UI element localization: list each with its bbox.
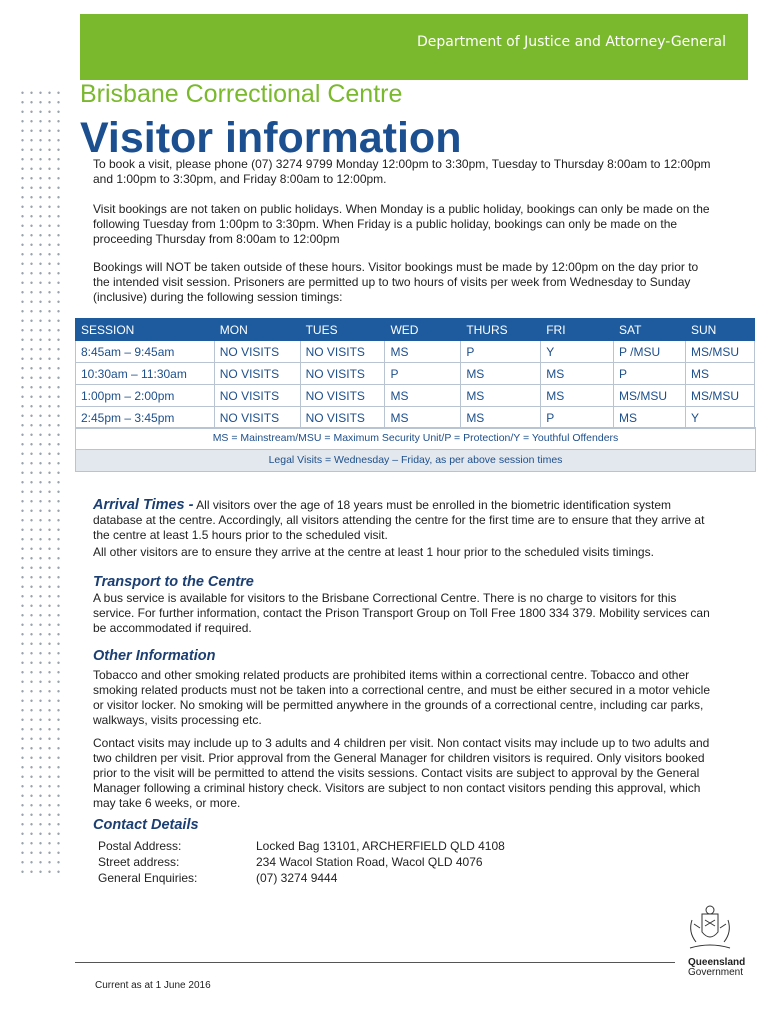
table-cell: 1:00pm – 2:00pm bbox=[76, 385, 215, 407]
other-info-paragraph-2: Contact visits may include up to 3 adults and 4 children per visit. Non contact visits may include up to two adults and two children per visit. Prior approval from the General Manager for children visitors is required. Only visitors booked prior to the visit will be permitted to attend the visits sessions. Contact visits are subject to approval by the General Manager following a criminal history check. Visitors are subject to non contact visitors pending this approval, which may take 6 weeks, or more. bbox=[93, 736, 710, 810]
contact-row bbox=[98, 854, 505, 870]
contact-value: Locked Bag 13101, ARCHERFIELD QLD 4108 bbox=[256, 839, 505, 853]
header-cell: MON bbox=[214, 319, 300, 341]
dot-pattern bbox=[18, 88, 62, 878]
intro-paragraph-1: To book a visit, please phone (07) 3274 9799 Monday 12:00pm to 3:30pm, Tuesday to Thursday 8:00am to 12:00pm and 1:00pm to 3:30pm, and Friday 8:00am to 12:00pm. bbox=[93, 157, 711, 186]
table-cell: MS bbox=[614, 407, 686, 429]
header-cell: WED bbox=[385, 319, 461, 341]
table-cell: NO VISITS bbox=[300, 407, 385, 429]
contact-label: General Enquiries: bbox=[98, 871, 198, 885]
contact-value: (07) 3274 9444 bbox=[256, 871, 338, 885]
table-cell: NO VISITS bbox=[300, 385, 385, 407]
table-notes bbox=[75, 427, 756, 472]
table-cell: 10:30am – 11:30am bbox=[76, 363, 215, 385]
transport-paragraph: A bus service is available for visitors to the Brisbane Correctional Centre. There is no charge to visitors for this service. For further information, contact the Prison Transport Group on Toll Free 1800 334 379. Mobility services can be accommodated if required. bbox=[93, 591, 710, 635]
table-cell: MS bbox=[461, 407, 541, 429]
table-cell: NO VISITS bbox=[214, 341, 300, 363]
contact-label: Street address: bbox=[98, 855, 180, 869]
table-cell: MS bbox=[385, 407, 461, 429]
logo-line-1: Queensland bbox=[688, 957, 746, 968]
table-row bbox=[76, 407, 755, 429]
header-cell: SAT bbox=[614, 319, 686, 341]
centre-name: Brisbane Correctional Centre bbox=[80, 80, 403, 108]
contact-label: Postal Address: bbox=[98, 839, 182, 853]
table-cell: 2:45pm – 3:45pm bbox=[76, 407, 215, 429]
table-cell: MS bbox=[385, 385, 461, 407]
arrival-text: All visitors over the age of 18 years must be enrolled in the biometric identification system database at the centre. Accordingly, all visitors attending the centre for the first time are to ensure that they arrive at the centre at least 1.5 hours prior to the scheduled visit. bbox=[93, 498, 705, 542]
table-cell: P bbox=[541, 407, 614, 429]
table-cell: MS bbox=[541, 385, 614, 407]
table-cell: MS bbox=[461, 363, 541, 385]
table-cell: NO VISITS bbox=[300, 363, 385, 385]
table-cell: P bbox=[614, 363, 686, 385]
table-cell: P bbox=[461, 341, 541, 363]
table-cell: MS bbox=[461, 385, 541, 407]
table-cell: NO VISITS bbox=[214, 407, 300, 429]
legal-visits-note: Legal Visits = Wednesday – Friday, as per above session times bbox=[76, 449, 755, 471]
logo-line-2: Government bbox=[688, 967, 744, 978]
contact-heading: Contact Details bbox=[93, 817, 199, 833]
footer-divider bbox=[75, 962, 675, 963]
table-row bbox=[76, 341, 755, 363]
table-legend: MS = Mainstream/MSU = Maximum Security Unit/P = Protection/Y = Youthful Offenders bbox=[212, 432, 619, 444]
current-date: Current as at 1 June 2016 bbox=[95, 980, 211, 991]
table-cell: MS bbox=[385, 341, 461, 363]
arrival-heading: Arrival Times - bbox=[93, 497, 194, 513]
table-cell: Y bbox=[541, 341, 614, 363]
contact-value: 234 Wacol Station Road, Wacol QLD 4076 bbox=[256, 855, 483, 869]
intro-paragraph-3: Bookings will NOT be taken outside of these hours. Visitor bookings must be made by 12:00pm on the day prior to the intended visit session. Prisoners are permitted up to two hours of visits per week from Wednesday to Sunday (inclusive) during the following session timings: bbox=[93, 260, 699, 304]
arrival-paragraph-2: All other visitors are to ensure they arrive at the centre at least 1 hour prior to the scheduled visits timings. bbox=[93, 545, 654, 559]
table-cell: NO VISITS bbox=[214, 363, 300, 385]
header-cell: SUN bbox=[685, 319, 754, 341]
visit-schedule-table bbox=[75, 318, 755, 429]
table-cell: MS bbox=[541, 363, 614, 385]
table-cell: 8:45am – 9:45am bbox=[76, 341, 215, 363]
table-cell: NO VISITS bbox=[214, 385, 300, 407]
table-cell: MS bbox=[685, 363, 754, 385]
other-info-heading: Other Information bbox=[93, 648, 216, 664]
transport-heading: Transport to the Centre bbox=[93, 574, 254, 590]
intro-paragraph-2: Visit bookings are not taken on public holidays. When Monday is a public holiday, bookings can only be made on the following Tuesday from 1:00pm to 3:30pm. When Friday is a public holiday, bookings can only be made on the proceeding Thursday from 8:00am to 12:00pm bbox=[93, 202, 710, 246]
contact-row bbox=[98, 870, 505, 886]
page-title: Visitor information bbox=[80, 114, 462, 162]
header-cell: SESSION bbox=[76, 319, 215, 341]
other-info-paragraph-1: Tobacco and other smoking related products are prohibited items within a correctional centre. Tobacco and other smoking related products must not be taken into a correctional centre, and must be either secured in a motor vehicle or visitor locker. No smoking will be permitted anywhere in the grounds of a correctional centre, including car parks, walkways, visits processing etc. bbox=[93, 668, 710, 727]
department-name: Department of Justice and Attorney-General bbox=[417, 34, 726, 50]
table-cell: NO VISITS bbox=[300, 341, 385, 363]
table-cell: Y bbox=[685, 407, 754, 429]
table-row bbox=[76, 363, 755, 385]
queensland-government-logo bbox=[688, 958, 745, 978]
table-cell: MS/MSU bbox=[614, 385, 686, 407]
header-cell: FRI bbox=[541, 319, 614, 341]
table-cell: MS/MSU bbox=[685, 341, 754, 363]
table-row bbox=[76, 385, 755, 407]
arrival-paragraph-1 bbox=[93, 498, 723, 543]
table-cell: MS/MSU bbox=[685, 385, 754, 407]
header-cell: TUES bbox=[300, 319, 385, 341]
table-cell: P /MSU bbox=[614, 341, 686, 363]
contact-details bbox=[98, 838, 505, 886]
contact-row bbox=[98, 838, 505, 854]
table-header-row bbox=[76, 319, 755, 341]
coat-of-arms-icon bbox=[680, 902, 740, 958]
table-cell: P bbox=[385, 363, 461, 385]
header-cell: THURS bbox=[461, 319, 541, 341]
